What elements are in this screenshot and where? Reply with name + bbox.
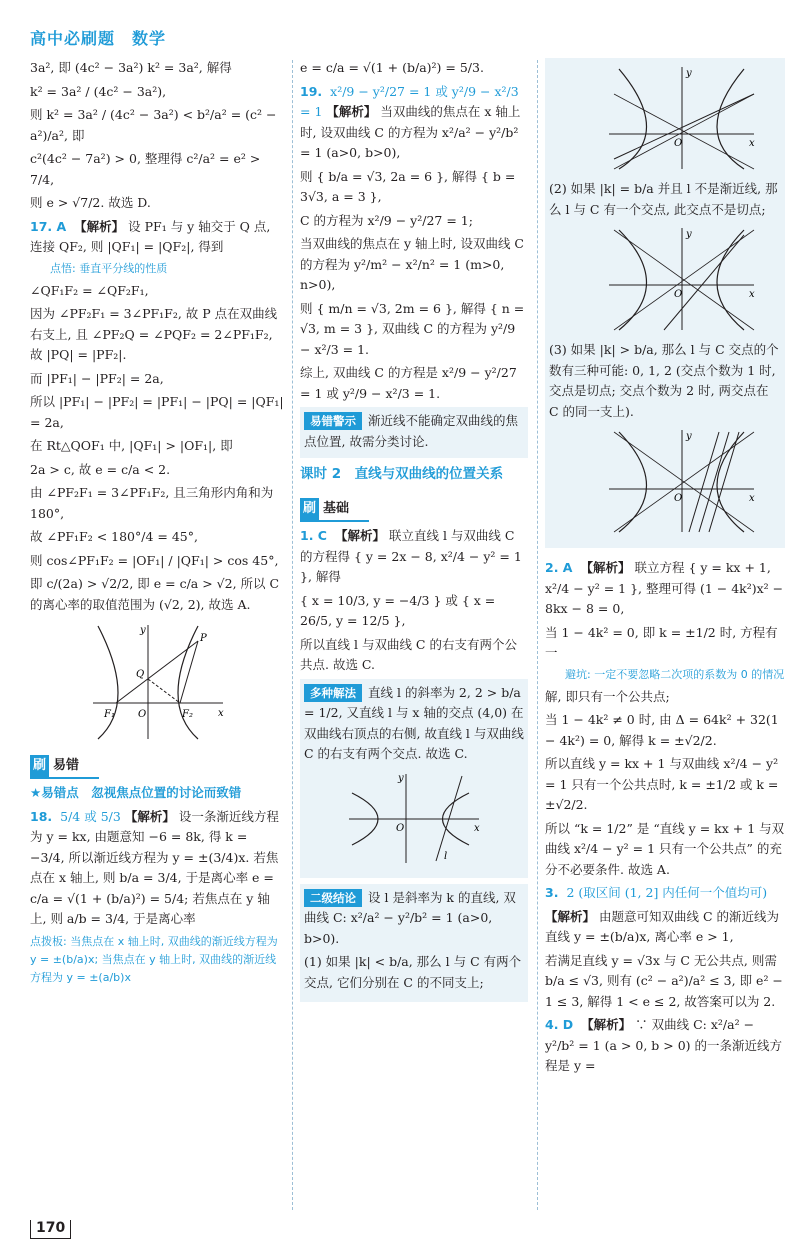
point-label-f2: F₂ [181, 709, 193, 720]
warning-label: 易错警示 [304, 412, 362, 430]
text-line: 当 1 − 4k² ≠ 0 时, 由 Δ = 64k² + 32(1 − 4k²) = 0, 解得 k = ±√2/2. [545, 712, 779, 748]
error-point: ★易错点 忽视焦点位置的讨论而致错 [30, 785, 242, 800]
axis-label-y: y [686, 229, 692, 240]
axis-label-y: y [139, 625, 146, 636]
text-line: 所以 “k = 1/2” 是 “直线 y = kx + 1 与双曲线 x²/4 − y² = 1 只有一个公共点” 的充分不必要条件. 故选 A. [545, 820, 785, 877]
question-18 [30, 807, 285, 930]
axis-label-x: x [474, 822, 480, 834]
text-line: k² = 3a² / (4c² − 3a²), [30, 83, 167, 99]
line-label-l: l [444, 850, 448, 862]
question-number: 18. [30, 808, 53, 824]
text-line: 则 k² = 3a² / (4c² − 3a²) < b²/a² = (c² − a²)/a², 即 [30, 107, 277, 143]
text-line: 则 { b/a = √3, 2a = 6 }, 解得 { b = 3√3, a = 3 }, [300, 168, 516, 204]
origin-label: O [137, 709, 146, 720]
text-line: 当 1 − 4k² = 0, 即 k = ±1/2 时, 方程有一 [545, 624, 778, 660]
text-line: 由题意可知双曲线 C 的渐近线为直线 y = ±(b/a)x, 离心率 e > 1, [545, 908, 780, 944]
section-badge-icon: 刷 [30, 755, 49, 777]
axis-label-y: y [398, 772, 404, 784]
second-conclusion-label: 二级结论 [304, 889, 362, 907]
book-title: 高中必刷题 数学 [30, 29, 167, 48]
answer: 2 (取区间 (1, 2] 内任何一个值均可) [566, 885, 768, 900]
origin-label: O [674, 138, 683, 149]
origin-label: O [396, 822, 405, 834]
text-line: 解, 即只有一个公共点; [545, 688, 670, 704]
axis-label-x: x [749, 493, 755, 504]
text-line: 2a > c, 故 e = c/a < 2. [30, 461, 171, 477]
hyperbola-figure-case1 [604, 64, 759, 172]
question-number: 17. A [30, 218, 67, 234]
point-label-p: P [199, 633, 207, 644]
column-divider-1 [292, 60, 293, 1210]
question-number: 3. [545, 885, 559, 900]
analysis-tag: 【解析】 [74, 218, 125, 234]
hyperbola-figure-case3 [604, 427, 759, 535]
text-line: 设一条渐近线方程为 y = kx, 由题意知 −6 = 8k, 得 k = −3/4, 所以渐近线方程为 y = ±(3/4)x. 若焦点在 x 轴上, 则 b/a = 3/4, 于是离心率 e = c/a = √(1 + (b/a)²) = 5/4; 若焦点在 y 轴上, 则 a/b = 3/4, 于是离心率 [30, 808, 279, 926]
section-title: 基础 [323, 501, 350, 516]
text-line: 设 PF₁ 与 y 轴交于 Q 点, 连接 QF₂, 则 |QF₁| = |QF₂|, 得到 [30, 218, 271, 254]
warning-text: 渐近线不能确定双曲线的焦点位置, 故需分类讨论. [304, 413, 519, 449]
line-pf2 [180, 641, 198, 703]
text-line: (1) 如果 |k| < b/a, 那么 l 与 C 有两个交点, 它们分别在 C 的不同支上; [304, 954, 522, 990]
text-line: 所以直线 y = kx + 1 与双曲线 x²/4 − y² = 1 只有一个公共点时, k = ±1/2 或 k = ±√2/2. [545, 756, 779, 812]
middle-column [300, 58, 528, 1002]
answer: x²/9 − y²/27 = 1 或 y²/9 − x²/3 = 1 [300, 83, 519, 119]
axis-label-x: x [217, 708, 224, 719]
right-column [545, 58, 785, 1080]
point-label-q: Q [135, 669, 144, 680]
text-line: 因为 ∠PF₂F₁ = 3∠PF₁F₂, 故 P 点在双曲线右支上, 且 ∠PF₂Q = ∠PQF₂ = 2∠PF₁F₂, 故 |PQ| = |PF₂|. [30, 306, 278, 362]
question-17 [30, 217, 285, 258]
axis-label-y: y [686, 431, 692, 442]
lesson-title: 课时 2 直线与双曲线的位置关系 [300, 466, 504, 482]
text-line: 即 c/(2a) > √2/2, 即 e = c/a > √2, 所以 C 的离心率的取值范围为 (√2, 2), 故选 A. [30, 576, 280, 612]
text-line: { x = 10/3, y = −4/3 } 或 { x = 26/5, y = 12/5 }, [300, 592, 496, 628]
second-conclusion-text: 设 l 是斜率为 k 的直线, 双曲线 C: x²/a² − y²/b² = 1 (a>0, b>0). [304, 889, 516, 946]
text-line: (2) 如果 |k| = b/a 并且 l 不是渐近线, 那么 l 与 C 有一个交点, 此交点不是切点; [549, 181, 778, 217]
page-number: 170 [30, 1220, 71, 1239]
multi-solution-box [300, 679, 528, 878]
question-1 [300, 526, 528, 588]
analysis-tag: 【解析】 [581, 1017, 632, 1032]
text-line: 综上, 双曲线 C 的方程是 x²/9 − y²/27 = 1 或 y²/9 − x²/3 = 1. [300, 365, 517, 401]
line-qf2 [148, 679, 180, 703]
column-divider-2 [537, 60, 538, 1210]
text-line: 而 |PF₁| − |PF₂| = 2a, [30, 370, 164, 386]
question-19 [300, 82, 528, 164]
text-line: 3a², 即 (4c² − 3a²) k² = 3a², 解得 [30, 60, 232, 75]
text-line: 则 { m/n = √3, 2m = 6 }, 解得 { n = √3, m = 3 }, 双曲线 C 的方程为 y²/9 − x²/3 = 1. [300, 300, 525, 357]
text-line: (3) 如果 |k| > b/a, 那么 l 与 C 交点的个数有三种可能: 0, 1, 2 (交点个数为 1 时, 交点是切点; 交点个数为 2 时, 两交点在 C 的同一支上). [549, 342, 779, 419]
text-line: 故 ∠PF₁F₂ < 180°/4 = 45°, [30, 529, 198, 544]
text-line: C 的方程为 x²/9 − y²/27 = 1; [300, 212, 473, 228]
text-line: 则 cos∠PF₁F₂ = |OF₁| / |QF₁| > cos 45°, [30, 552, 279, 568]
question-3-body [545, 907, 785, 948]
analysis-tag: 【解析】 [334, 528, 385, 543]
tip-note: 避坑: 一定不要忽略二次项的系数为 0 的情况 [565, 667, 785, 681]
section-badge-icon: 刷 [300, 498, 319, 520]
section-jichu [300, 498, 369, 522]
question-2 [545, 558, 785, 620]
analysis-tag: 【解析】 [124, 808, 175, 824]
warning-box [300, 407, 528, 458]
question-number: 1. C [300, 528, 327, 543]
left-column [30, 58, 285, 990]
second-conclusion-cont [545, 58, 785, 548]
section-yicuo [30, 755, 99, 779]
analysis-tag: 【解析】 [545, 908, 596, 924]
text-line: 在 Rt△QOF₁ 中, |QF₁| > |OF₁|, 即 [30, 438, 233, 453]
text-line: 联立方程 { y = kx + 1, x²/4 − y² = 1 }, 整理可得 (1 − 4k²)x² − 8kx − 8 = 0, [545, 560, 784, 616]
second-conclusion-box [300, 884, 528, 1003]
page-header [30, 26, 290, 52]
axis-label-y: y [686, 68, 692, 79]
question-number: 19. [300, 83, 323, 99]
text-line: 当双曲线的焦点在 x 轴上时, 设双曲线 C 的方程为 x²/a² − y²/b² = 1 (a>0, b>0), [300, 104, 521, 160]
multi-solution-label: 多种解法 [304, 684, 362, 702]
text-line: 当双曲线的焦点在 y 轴上时, 设双曲线 C 的方程为 y²/m² − x²/n² = 1 (m>0, n>0), [300, 236, 524, 292]
axis-label-x: x [749, 289, 755, 300]
axis-label-x: x [749, 138, 755, 149]
analysis-tag: 【解析】 [580, 560, 631, 575]
origin-label: O [674, 493, 683, 504]
text-line: 由 ∠PF₂F₁ = 3∠PF₁F₂, 且三角形内角和为 180°, [30, 485, 274, 521]
question-number: 2. A [545, 560, 573, 575]
hyperbola-figure-17 [88, 621, 228, 741]
text-line: 所以直线 l 与双曲线 C 的右支有两个公共点. 故选 C. [300, 636, 517, 672]
text-line: 则 e > √7/2. 故选 D. [30, 195, 151, 210]
text-line: 若满足直线 y = √3x 与 C 无公共点, 则需 b/a ≤ √3, 则有 (c² − a²)/a² ≤ 3, 即 e² − 1 ≤ 3, 解得 1 < e ≤ 2, 故答案可以为 2. [545, 952, 783, 1009]
text-line: ∠QF₁F₂ = ∠QF₂F₁, [30, 282, 149, 298]
text-line: c²(4c² − 7a²) > 0, 整理得 c²/a² = e² > 7/4, [30, 151, 261, 187]
text-line: e = c/a = √(1 + (b/a)²) = 5/3. [300, 60, 484, 75]
text-line: ∵ 双曲线 C: x²/a² − y²/b² = 1 (a > 0, b > 0) 的一条渐近线方程是 y = [545, 1017, 783, 1073]
question-4 [545, 1015, 785, 1077]
hyperbola-figure-1 [344, 771, 484, 866]
section-title: 易错 [53, 758, 80, 773]
answer: 5/4 或 5/3 [60, 808, 121, 824]
hyperbola-figure-case2 [604, 225, 759, 333]
tip-note: 点拨板: 当焦点在 x 轴上时, 双曲线的渐近线方程为 y = ±(b/a)x; 当焦点在 y 轴上时, 双曲线的渐近线方程为 y = ±(a/b)x [30, 934, 278, 984]
question-number: 4. D [545, 1017, 574, 1032]
left-branch [98, 626, 118, 739]
multi-solution-text: 直线 l 的斜率为 2, 2 > b/a = 1/2, 又直线 l 与 x 轴的交点 (4,0) 在双曲线右顶点的右侧, 故直线 l 与双曲线 C 的右支有两个交点. 故选 C. [304, 684, 524, 761]
text-line: 所以 |PF₁| − |PF₂| = |PF₁| − |PQ| = |QF₁| = 2a, [30, 394, 284, 430]
origin-label: O [674, 289, 683, 300]
tip-note: 点悟: 垂直平分线的性质 [50, 261, 168, 275]
text-line: 联立直线 l 与双曲线 C 的方程得 { y = 2x − 8, x²/4 − y² = 1 }, 解得 [300, 528, 522, 584]
line-pf1 [116, 641, 198, 703]
point-label-f1: F₁ [103, 709, 115, 720]
question-3 [545, 883, 785, 904]
analysis-tag: 【解析】 [326, 104, 377, 119]
